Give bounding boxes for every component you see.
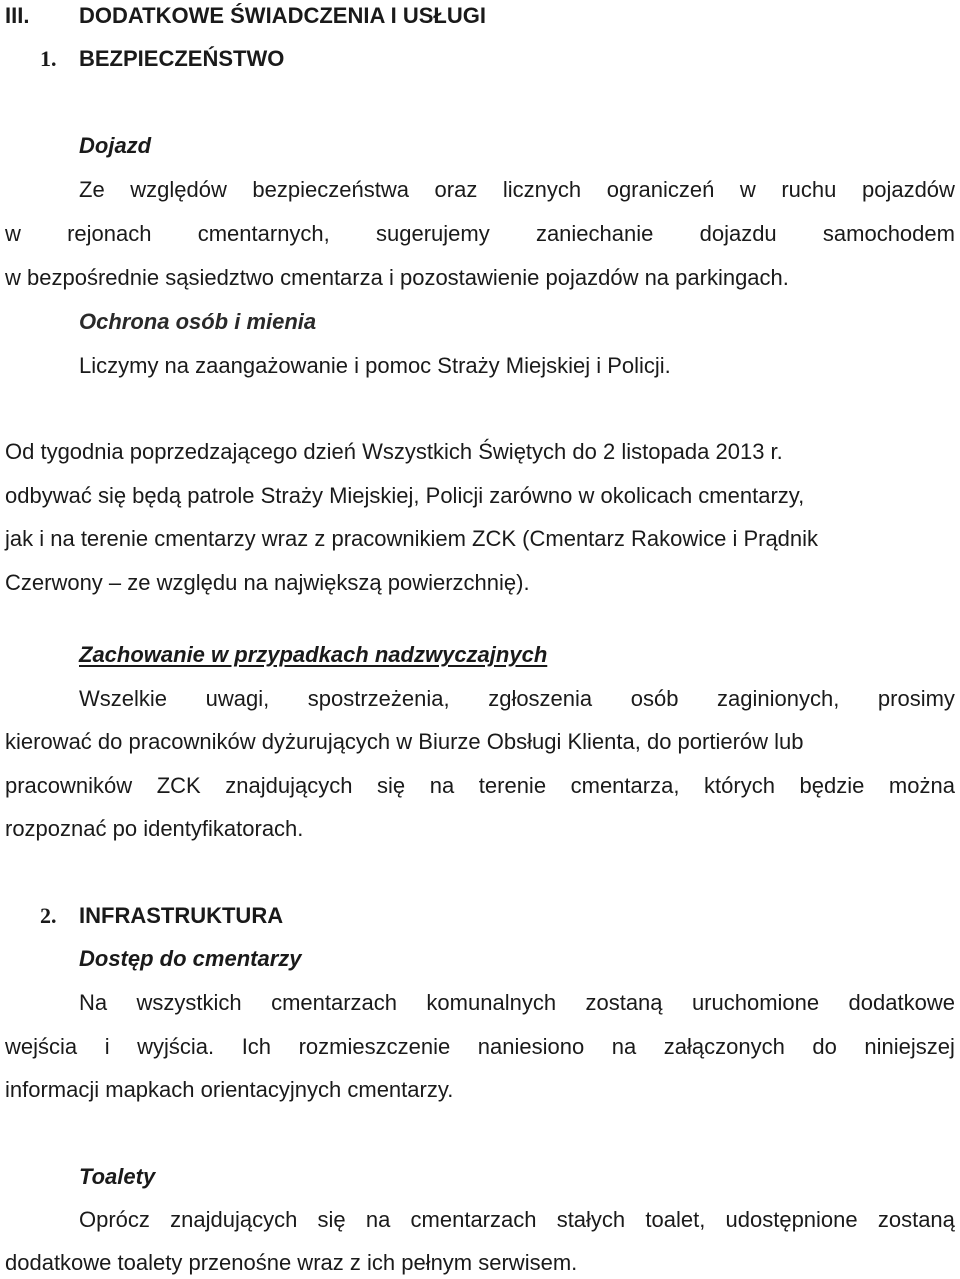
heading-dostep: Dostęp do cmentarzy xyxy=(79,946,302,971)
heading-zachowanie: Zachowanie w przypadkach nadzwyczajnych xyxy=(79,642,548,667)
paragraph-line: Ze względów bezpieczeństwa oraz licznych ograniczeń w ruchu pojazdów xyxy=(79,177,955,202)
paragraph-line: pracowników ZCK znajdujących się na terenie cmentarza, których będzie można xyxy=(5,773,955,798)
paragraph-line: kierować do pracowników dyżurujących w Biurze Obsługi Klienta, do portierów lub xyxy=(5,729,804,754)
subsection-title: INFRASTRUKTURA xyxy=(79,903,284,928)
paragraph-line: Na wszystkich cmentarzach komunalnych zostaną uruchomione dodatkowe xyxy=(79,990,955,1015)
paragraph-line: w bezpośrednie sąsiedztwo cmentarza i pozostawienie pojazdów na parkingach. xyxy=(5,265,789,290)
paragraph-line: jak i na terenie cmentarzy wraz z pracownikiem ZCK (Cmentarz Rakowice i Prądnik xyxy=(5,526,819,551)
heading-toalety: Toalety xyxy=(79,1164,156,1189)
paragraph-line: w rejonach cmentarnych, sugerujemy zaniechanie dojazdu samochodem xyxy=(5,221,955,246)
paragraph-line: dodatkowe toalety przenośne wraz z ich pełnym serwisem. xyxy=(5,1250,578,1275)
paragraph-line: Liczymy na zaangażowanie i pomoc Straży Miejskiej i Policji. xyxy=(79,353,671,378)
paragraph-line: rozpoznać po identyfikatorach. xyxy=(5,816,304,841)
paragraph-line: Od tygodnia poprzedzającego dzień Wszystkich Świętych do 2 listopada 2013 r. xyxy=(5,439,783,464)
section-number: III. xyxy=(5,3,30,28)
subsection-title: BEZPIECZEŃSTWO xyxy=(79,46,285,71)
paragraph-line: odbywać się będą patrole Straży Miejskiej, Policji zarówno w okolicach cmentarzy, xyxy=(5,483,805,508)
paragraph-line: Oprócz znajdujących się na cmentarzach stałych toalet, udostępnione zostaną xyxy=(79,1207,955,1232)
paragraph-line: wejścia i wyjścia. Ich rozmieszczenie naniesiono na załączonych do niniejszej xyxy=(5,1034,955,1059)
paragraph-line: Czerwony – ze względu na największą powierzchnię). xyxy=(5,570,530,595)
paragraph-line: Wszelkie uwagi, spostrzeżenia, zgłoszenia osób zaginionych, prosimy xyxy=(79,686,955,711)
heading-ochrona: Ochrona osób i mienia xyxy=(79,309,317,334)
subsection-number: 1. xyxy=(40,46,57,71)
subsection-number: 2. xyxy=(40,903,57,928)
heading-dojazd: Dojazd xyxy=(79,133,152,158)
paragraph-line: informacji mapkach orientacyjnych cmentarzy. xyxy=(5,1077,454,1102)
section-title: DODATKOWE ŚWIADCZENIA I USŁUGI xyxy=(79,3,486,28)
